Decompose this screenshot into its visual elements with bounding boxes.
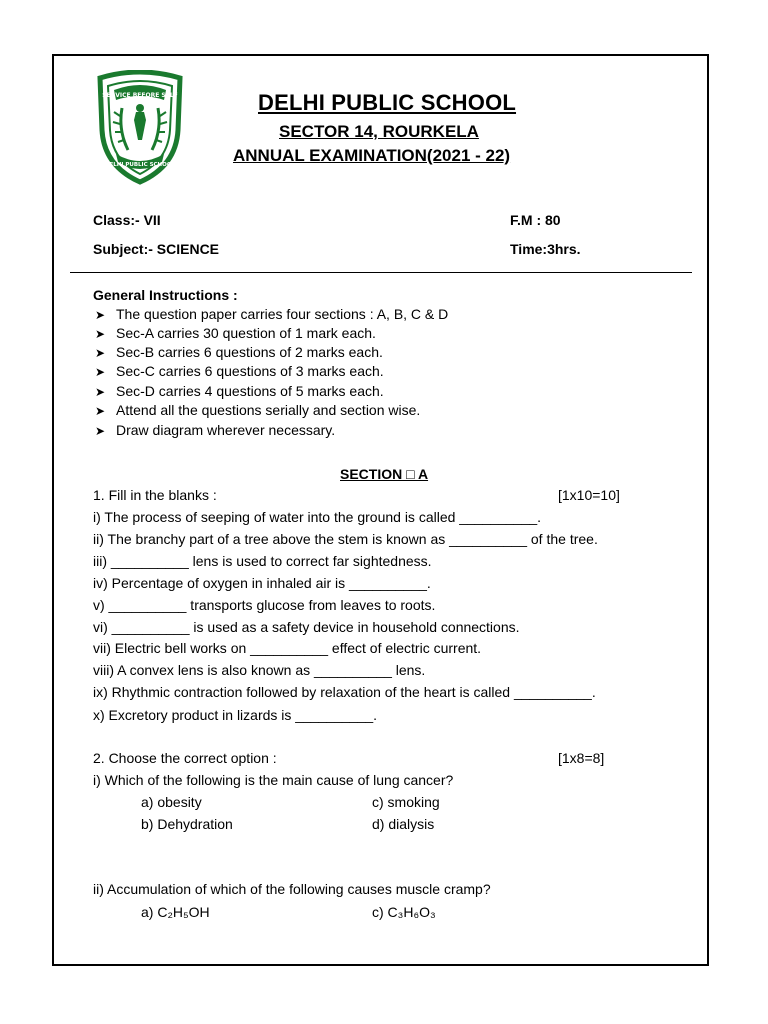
- q1-label: 1. Fill in the blanks :: [93, 487, 217, 503]
- q2-i-option-d: d) dialysis: [372, 816, 435, 832]
- arrowhead-bullet-icon: ➤: [95, 424, 106, 438]
- list-item: Attend all the questions serially and section wise.: [116, 402, 421, 418]
- q2-i-question: i) Which of the following is the main cause of lung cancer?: [93, 772, 454, 788]
- arrowhead-bullet-icon: ➤: [95, 385, 106, 399]
- logo-school-name: DELHI PUBLIC SCHOOL: [104, 162, 176, 168]
- arrowhead-bullet-icon: ➤: [95, 365, 106, 379]
- list-item: Sec-C carries 6 questions of 3 marks each.: [116, 363, 384, 379]
- header-divider: [70, 272, 692, 273]
- list-item: ix) Rhythmic contraction followed by relaxation of the heart is called __________.: [93, 684, 596, 700]
- list-item: vii) Electric bell works on __________ effect of electric current.: [93, 640, 482, 656]
- list-item: Sec-D carries 4 questions of 5 marks each.: [116, 383, 384, 399]
- list-item: v) __________ transports glucose from leaves to roots.: [93, 597, 436, 613]
- q2-marks: [1x8=8]: [558, 750, 605, 766]
- subject-label: Subject:- SCIENCE: [93, 241, 220, 257]
- full-marks-label: F.M : 80: [510, 212, 561, 228]
- list-item: viii) A convex lens is also known as __________ lens.: [93, 662, 426, 678]
- list-item: i) The process of seeping of water into the ground is called __________.: [93, 509, 542, 525]
- list-item: vi) __________ is used as a safety device in household connections.: [93, 619, 520, 635]
- list-item: Draw diagram wherever necessary.: [116, 422, 336, 438]
- instructions-heading: General Instructions :: [93, 287, 238, 303]
- time-label: Time:3hrs.: [510, 241, 581, 257]
- list-item: Sec-A carries 30 question of 1 mark each.: [116, 325, 376, 341]
- arrowhead-bullet-icon: ➤: [95, 346, 106, 360]
- class-label: Class:- VII: [93, 212, 161, 228]
- list-item: iv) Percentage of oxygen in inhaled air is __________.: [93, 575, 431, 591]
- logo-motto: SERVICE BEFORE SELF: [102, 92, 178, 99]
- school-name: DELHI PUBLIC SCHOOL: [258, 90, 517, 115]
- arrowhead-bullet-icon: ➤: [95, 404, 106, 418]
- list-item: The question paper carries four sections : A, B, C & D: [116, 306, 449, 322]
- list-item: ii) The branchy part of a tree above the stem is known as __________ of the tree.: [93, 531, 598, 547]
- q2-ii-question: ii) Accumulation of which of the following causes muscle cramp?: [93, 881, 491, 897]
- arrowhead-bullet-icon: ➤: [95, 308, 106, 322]
- q2-i-option-b: b) Dehydration: [141, 816, 233, 832]
- q2-ii-option-c: c) C₃H₆O₃: [372, 904, 436, 920]
- q2-i-option-a: a) obesity: [141, 794, 202, 810]
- arrowhead-bullet-icon: ➤: [95, 327, 106, 341]
- q2-i-option-c: c) smoking: [372, 794, 440, 810]
- q2-ii-option-a: a) C₂H₅OH: [141, 904, 210, 920]
- list-item: x) Excretory product in lizards is __________.: [93, 707, 378, 723]
- q1-marks: [1x10=10]: [558, 487, 620, 503]
- school-sector: SECTOR 14, ROURKELA: [279, 122, 479, 141]
- exam-title: ANNUAL EXAMINATION(2021 - 22): [233, 146, 511, 165]
- list-item: iii) __________ lens is used to correct far sightedness.: [93, 553, 432, 569]
- school-crest-icon: [92, 70, 188, 186]
- q2-label: 2. Choose the correct option :: [93, 750, 277, 766]
- section-a-title: SECTION □ A: [340, 466, 429, 482]
- list-item: Sec-B carries 6 questions of 2 marks each.: [116, 344, 383, 360]
